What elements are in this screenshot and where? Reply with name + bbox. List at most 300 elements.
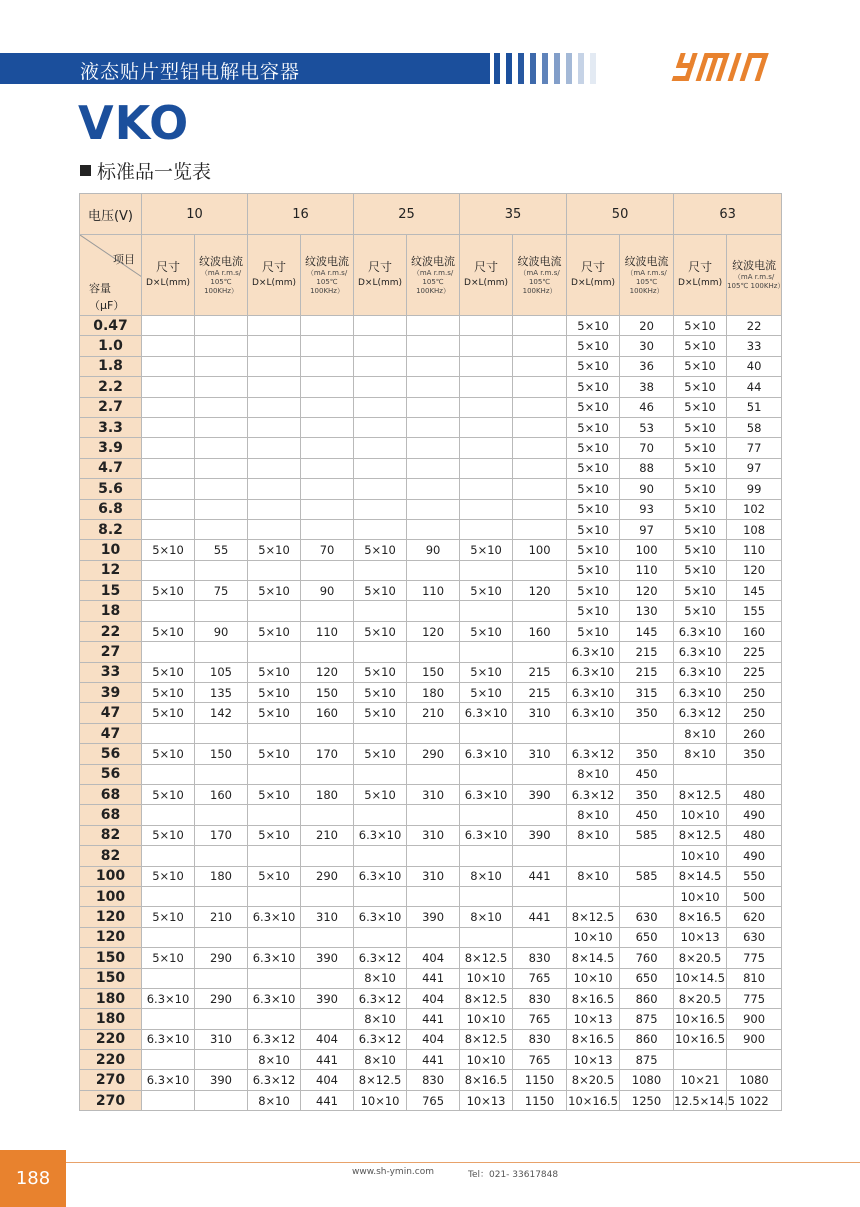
ripple-cell: [513, 805, 567, 825]
size-cell: 8×12.5: [460, 948, 513, 968]
size-cell: 6.3×12: [354, 948, 407, 968]
ripple-cell: 550: [727, 866, 782, 886]
ripple-cell: 170: [301, 744, 354, 764]
size-cell: [248, 846, 301, 866]
size-cell: 10×10: [674, 805, 727, 825]
ripple-cell: [407, 438, 460, 458]
size-cell: [460, 764, 513, 784]
ripple-cell: 630: [620, 907, 674, 927]
size-cell: 5×10: [248, 744, 301, 764]
size-cell: [354, 438, 407, 458]
size-cell: 6.3×12: [354, 988, 407, 1008]
capacitance-cell: 56: [80, 764, 142, 784]
ripple-cell: 441: [301, 1050, 354, 1070]
size-cell: 10×13: [460, 1090, 513, 1110]
ripple-cell: 108: [727, 519, 782, 539]
ripple-cell: 390: [513, 784, 567, 804]
ripple-cell: [407, 417, 460, 437]
ripple-unit: 105℃ 100KHz）: [416, 277, 450, 295]
ripple-cell: 150: [301, 683, 354, 703]
capacitance-cell: 1.8: [80, 356, 142, 376]
ripple-cell: [301, 927, 354, 947]
ripple-cell: [513, 886, 567, 906]
ripple-cell: [195, 417, 248, 437]
size-cell: [354, 377, 407, 397]
table-row: [80, 377, 782, 397]
ripple-cell: 102: [727, 499, 782, 519]
capacitance-cell: 82: [80, 825, 142, 845]
square-bullet-icon: [80, 165, 91, 176]
capacitance-cell: 5.6: [80, 479, 142, 499]
size-header: [674, 235, 727, 316]
size-cell: 5×10: [674, 560, 727, 580]
ripple-cell: 585: [620, 866, 674, 886]
size-cell: 8×10: [674, 744, 727, 764]
size-cell: 5×10: [354, 662, 407, 682]
ripple-cell: 775: [727, 988, 782, 1008]
size-cell: [142, 1090, 195, 1110]
voltage-header: 10: [142, 194, 248, 235]
size-cell: 5×10: [674, 397, 727, 417]
ripple-cell: [513, 601, 567, 621]
table-row: [80, 601, 782, 621]
table-row: [80, 1050, 782, 1070]
table-row: [80, 764, 782, 784]
ripple-cell: 110: [407, 581, 460, 601]
ripple-cell: 390: [301, 988, 354, 1008]
size-cell: 6.3×10: [142, 1070, 195, 1090]
ripple-cell: 70: [620, 438, 674, 458]
ripple-cell: [301, 397, 354, 417]
ripple-cell: 900: [727, 1009, 782, 1029]
ripple-cell: [407, 560, 460, 580]
ripple-cell: 100: [513, 540, 567, 560]
ripple-cell: 55: [195, 540, 248, 560]
size-cell: 6.3×10: [674, 662, 727, 682]
capacitance-cell: 120: [80, 907, 142, 927]
ripple-cell: 441: [301, 1090, 354, 1110]
ripple-cell: [301, 846, 354, 866]
size-cell: 5×10: [567, 397, 620, 417]
ripple-cell: [301, 642, 354, 662]
ripple-cell: 404: [301, 1070, 354, 1090]
size-cell: 8×10: [460, 907, 513, 927]
ripple-label: 纹波电流: [732, 259, 777, 272]
size-cell: [248, 499, 301, 519]
ripple-cell: 36: [620, 356, 674, 376]
ripple-cell: [727, 764, 782, 784]
size-cell: [354, 458, 407, 478]
ripple-cell: 33: [727, 336, 782, 356]
size-cell: [142, 377, 195, 397]
size-cell: 8×10: [674, 723, 727, 743]
ripple-cell: 120: [513, 581, 567, 601]
ripple-cell: [513, 723, 567, 743]
size-cell: [354, 397, 407, 417]
size-cell: 10×21: [674, 1070, 727, 1090]
size-cell: [354, 316, 407, 336]
table-row: [80, 316, 782, 336]
capacitance-cell: 270: [80, 1090, 142, 1110]
size-cell: [460, 417, 513, 437]
footer-url: www.sh-ymin.com: [352, 1167, 434, 1177]
ripple-cell: 225: [727, 642, 782, 662]
size-cell: 5×10: [354, 621, 407, 641]
capacity-label: [89, 280, 124, 314]
table-row: [80, 784, 782, 804]
size-cell: 5×10: [248, 825, 301, 845]
ripple-cell: 225: [727, 662, 782, 682]
table-row: [80, 356, 782, 376]
size-label: 尺寸: [688, 260, 713, 274]
size-cell: 6.3×12: [248, 1070, 301, 1090]
size-cell: 5×10: [567, 356, 620, 376]
size-cell: [142, 642, 195, 662]
ripple-cell: [301, 723, 354, 743]
size-cell: 8×12.5: [674, 784, 727, 804]
size-cell: 5×10: [674, 519, 727, 539]
size-cell: 5×10: [142, 866, 195, 886]
size-cell: 5×10: [674, 356, 727, 376]
size-cell: 10×16.5: [674, 1029, 727, 1049]
size-cell: 8×20.5: [674, 988, 727, 1008]
size-cell: 5×10: [567, 336, 620, 356]
ripple-cell: 830: [407, 1070, 460, 1090]
size-cell: 6.3×12: [674, 703, 727, 723]
ripple-cell: 860: [620, 988, 674, 1008]
size-cell: [460, 601, 513, 621]
ripple-cell: 160: [301, 703, 354, 723]
table-row: [80, 458, 782, 478]
size-cell: 8×16.5: [674, 907, 727, 927]
ripple-cell: 110: [301, 621, 354, 641]
ripple-cell: 875: [620, 1050, 674, 1070]
size-cell: [248, 1009, 301, 1029]
size-cell: [460, 805, 513, 825]
size-header: [354, 235, 407, 316]
ripple-header: [407, 235, 460, 316]
size-cell: [142, 927, 195, 947]
size-cell: [567, 886, 620, 906]
size-cell: 5×10: [460, 662, 513, 682]
ripple-cell: [195, 519, 248, 539]
capacitance-cell: 100: [80, 886, 142, 906]
size-cell: [354, 886, 407, 906]
ripple-cell: 1150: [513, 1070, 567, 1090]
ripple-cell: 441: [407, 1009, 460, 1029]
table-row: [80, 683, 782, 703]
size-cell: 5×10: [674, 377, 727, 397]
ripple-cell: [195, 397, 248, 417]
size-unit: D×L(mm): [358, 278, 403, 288]
size-cell: 5×10: [248, 540, 301, 560]
size-cell: 6.3×10: [460, 784, 513, 804]
ripple-cell: [195, 336, 248, 356]
size-cell: 5×10: [567, 316, 620, 336]
ripple-cell: 20: [620, 316, 674, 336]
table-row: [80, 968, 782, 988]
ripple-header: [727, 235, 785, 316]
size-cell: [142, 397, 195, 417]
capacitance-cell: 180: [80, 1009, 142, 1029]
size-cell: 5×10: [142, 540, 195, 560]
ripple-cell: 830: [513, 948, 567, 968]
capacitance-cell: 39: [80, 683, 142, 703]
size-cell: [354, 560, 407, 580]
ripple-cell: 390: [301, 948, 354, 968]
size-cell: 5×10: [248, 866, 301, 886]
ripple-header: [301, 235, 354, 316]
voltage-header: 35: [460, 194, 567, 235]
size-cell: 8×10: [354, 1009, 407, 1029]
size-unit: D×L(mm): [678, 278, 723, 288]
ripple-cell: [195, 601, 248, 621]
size-cell: [248, 601, 301, 621]
size-cell: 10×13: [567, 1050, 620, 1070]
size-cell: 5×10: [674, 316, 727, 336]
ripple-cell: 310: [407, 866, 460, 886]
size-cell: 6.3×10: [354, 866, 407, 886]
capacitance-cell: 3.9: [80, 438, 142, 458]
ripple-cell: [513, 927, 567, 947]
ripple-cell: [407, 642, 460, 662]
size-cell: [460, 519, 513, 539]
footer-tel: Tel：021- 33617848: [468, 1170, 559, 1180]
ripple-cell: [301, 458, 354, 478]
ripple-cell: 310: [301, 907, 354, 927]
size-cell: 8×10: [354, 968, 407, 988]
ripple-cell: 765: [513, 1009, 567, 1029]
size-cell: 6.3×10: [460, 744, 513, 764]
capacitance-cell: 56: [80, 744, 142, 764]
ripple-cell: 120: [407, 621, 460, 641]
size-cell: [142, 723, 195, 743]
capacitance-cell: 18: [80, 601, 142, 621]
table-row: [80, 540, 782, 560]
table-row: [80, 581, 782, 601]
size-cell: 5×10: [674, 417, 727, 437]
size-header: [142, 235, 195, 316]
ripple-cell: [301, 560, 354, 580]
capacitance-cell: 4.7: [80, 458, 142, 478]
ripple-cell: 210: [407, 703, 460, 723]
ripple-cell: 765: [513, 968, 567, 988]
size-cell: 5×10: [142, 784, 195, 804]
size-cell: 5×10: [674, 336, 727, 356]
ripple-cell: 150: [195, 744, 248, 764]
size-cell: 5×10: [248, 662, 301, 682]
ripple-cell: 1250: [620, 1090, 674, 1110]
ripple-header: [620, 235, 674, 316]
size-cell: [142, 886, 195, 906]
size-label: 尺寸: [368, 260, 393, 274]
size-cell: [142, 601, 195, 621]
ripple-cell: 150: [407, 662, 460, 682]
capacitance-cell: 2.7: [80, 397, 142, 417]
size-cell: 8×12.5: [460, 1029, 513, 1049]
size-cell: 5×10: [674, 601, 727, 621]
size-cell: 5×10: [248, 621, 301, 641]
ripple-cell: [513, 316, 567, 336]
ripple-cell: 310: [407, 825, 460, 845]
size-cell: [460, 377, 513, 397]
size-cell: [142, 356, 195, 376]
ripple-cell: [301, 805, 354, 825]
size-cell: 5×10: [567, 581, 620, 601]
size-cell: [248, 805, 301, 825]
ripple-cell: 90: [301, 581, 354, 601]
size-cell: [460, 458, 513, 478]
size-cell: 6.3×12: [567, 744, 620, 764]
capacitance-cell: 220: [80, 1029, 142, 1049]
table-row: [80, 438, 782, 458]
ripple-cell: [407, 723, 460, 743]
table-row: [80, 499, 782, 519]
size-cell: [142, 417, 195, 437]
ripple-cell: [195, 458, 248, 478]
ripple-cell: 180: [301, 784, 354, 804]
ripple-cell: 215: [620, 642, 674, 662]
capacitance-cell: 150: [80, 968, 142, 988]
item-capacity-header: [80, 235, 142, 316]
size-label: 尺寸: [581, 260, 606, 274]
ripple-cell: 170: [195, 825, 248, 845]
capacitance-cell: 22: [80, 621, 142, 641]
capacitance-cell: 82: [80, 846, 142, 866]
ripple-cell: 490: [727, 846, 782, 866]
capacitance-cell: 27: [80, 642, 142, 662]
ripple-cell: 480: [727, 825, 782, 845]
ripple-cell: 160: [513, 621, 567, 641]
ripple-cell: [513, 642, 567, 662]
size-cell: [248, 377, 301, 397]
ripple-unit: 105℃ 100KHz）: [522, 277, 557, 295]
ripple-unit: （mA r.m.s/: [626, 268, 667, 277]
ripple-cell: 404: [407, 1029, 460, 1049]
size-cell: 5×10: [142, 825, 195, 845]
ripple-cell: 215: [513, 662, 567, 682]
size-cell: [248, 764, 301, 784]
size-cell: [142, 519, 195, 539]
size-cell: 5×10: [354, 703, 407, 723]
ripple-cell: 390: [407, 907, 460, 927]
ripple-cell: [407, 519, 460, 539]
ripple-cell: [195, 886, 248, 906]
ripple-cell: [620, 886, 674, 906]
ripple-unit: 105℃ 100KHz）: [727, 282, 785, 290]
table-row: [80, 479, 782, 499]
size-cell: [354, 499, 407, 519]
ripple-cell: 180: [195, 866, 248, 886]
size-cell: 8×16.5: [460, 1070, 513, 1090]
capacity-label-text: 容量: [89, 282, 111, 295]
size-cell: [248, 927, 301, 947]
ripple-cell: 650: [620, 968, 674, 988]
size-cell: 5×10: [674, 458, 727, 478]
ripple-cell: 585: [620, 825, 674, 845]
size-cell: [248, 886, 301, 906]
size-cell: 12.5×14.5: [674, 1090, 727, 1110]
ripple-cell: 350: [620, 744, 674, 764]
voltage-header: 63: [674, 194, 782, 235]
ripple-cell: 90: [620, 479, 674, 499]
ripple-cell: 46: [620, 397, 674, 417]
size-cell: [460, 438, 513, 458]
ripple-cell: 90: [195, 621, 248, 641]
ripple-cell: [513, 356, 567, 376]
table-row: [80, 886, 782, 906]
ripple-cell: [513, 519, 567, 539]
ripple-label: 纹波电流: [517, 254, 562, 268]
voltage-header: 25: [354, 194, 460, 235]
ripple-cell: [195, 377, 248, 397]
ripple-cell: 1080: [620, 1070, 674, 1090]
table-row: [80, 1070, 782, 1090]
ripple-unit: （mA r.m.s/: [733, 273, 775, 281]
size-cell: 6.3×10: [460, 825, 513, 845]
table-row: [80, 805, 782, 825]
size-cell: [248, 968, 301, 988]
size-cell: 10×10: [567, 968, 620, 988]
ripple-cell: 310: [407, 784, 460, 804]
ripple-cell: [513, 479, 567, 499]
size-cell: [354, 601, 407, 621]
ripple-cell: [513, 846, 567, 866]
table-row: [80, 519, 782, 539]
ripple-cell: 70: [301, 540, 354, 560]
size-cell: 5×10: [354, 784, 407, 804]
size-cell: [248, 479, 301, 499]
size-cell: 5×10: [567, 438, 620, 458]
size-cell: [354, 927, 407, 947]
ripple-cell: 290: [195, 948, 248, 968]
size-cell: [248, 417, 301, 437]
size-cell: 8×16.5: [567, 1029, 620, 1049]
ripple-label: 纹波电流: [305, 254, 350, 268]
table-row: [80, 846, 782, 866]
ripple-cell: [513, 458, 567, 478]
ripple-cell: 875: [620, 1009, 674, 1029]
size-unit: D×L(mm): [145, 278, 191, 288]
size-cell: [248, 397, 301, 417]
size-cell: 6.3×10: [354, 825, 407, 845]
size-cell: [354, 642, 407, 662]
ripple-cell: [407, 336, 460, 356]
table-row: [80, 907, 782, 927]
size-cell: 5×10: [248, 784, 301, 804]
size-cell: 10×16.5: [674, 1009, 727, 1029]
ripple-header: [195, 235, 248, 316]
ripple-cell: [513, 560, 567, 580]
size-cell: 5×10: [142, 744, 195, 764]
ripple-cell: [513, 438, 567, 458]
size-cell: 6.3×10: [674, 621, 727, 641]
size-cell: 5×10: [674, 479, 727, 499]
capacitance-cell: 0.47: [80, 316, 142, 336]
size-cell: 8×10: [354, 1050, 407, 1070]
ripple-cell: 350: [620, 784, 674, 804]
voltage-header: 50: [567, 194, 674, 235]
ripple-header: [513, 235, 567, 316]
table-row: [80, 948, 782, 968]
size-cell: [354, 846, 407, 866]
size-cell: [142, 805, 195, 825]
size-cell: 5×10: [354, 540, 407, 560]
size-cell: [142, 316, 195, 336]
ripple-cell: 250: [727, 703, 782, 723]
size-cell: 6.3×10: [674, 642, 727, 662]
size-cell: 5×10: [354, 581, 407, 601]
